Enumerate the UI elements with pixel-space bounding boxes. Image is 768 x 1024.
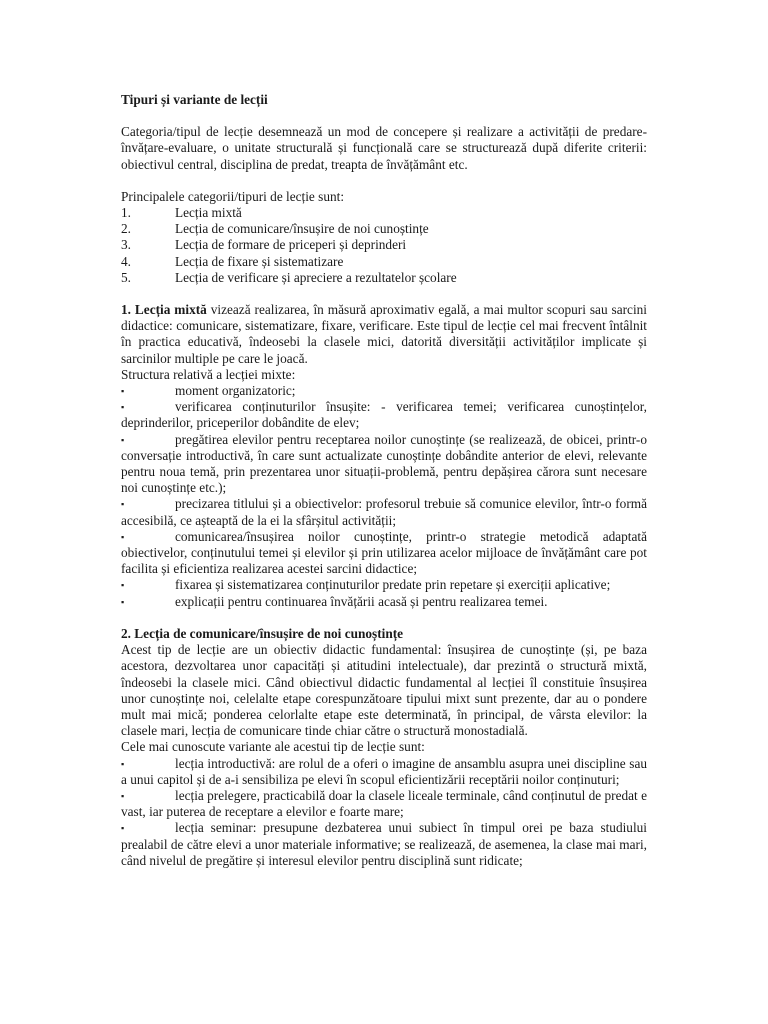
bullet-icon: ▪ (121, 823, 125, 834)
bullet-icon: ▪ (121, 790, 125, 801)
bullet-icon: ▪ (121, 499, 125, 510)
bullet-text: lecția introductivă: are rolul de a oferi o imagine de ansamblu asupra unei discipline sau a unui capitol și de a-i sensibiliza pe elevi în scopul eficientizării receptării noilor conținuturi; (121, 755, 647, 787)
list-number: 5. (121, 269, 131, 285)
list-item (121, 383, 647, 399)
section1-paragraph (121, 302, 647, 367)
lesson-types-list (121, 205, 647, 286)
document-title: Tipuri și variante de lecții (121, 92, 268, 107)
section2-heading: 2. Lecția de comunicare/însușire de noi cunoștințe (121, 625, 404, 641)
spacer (121, 610, 647, 626)
list-item (121, 577, 647, 593)
bullet-icon: ▪ (121, 402, 125, 413)
bullet-text: verificarea conținuturilor însușite: - verificarea temei; verificarea cunoștințelor, deprinderilor, priceperilor dobândite de elev; (121, 399, 647, 431)
bullet-icon: ▪ (121, 596, 125, 607)
bullet-icon: ▪ (121, 758, 125, 769)
list-item (121, 529, 647, 578)
intro-paragraph: Categoria/tipul de lecție desemnează un mod de concepere și realizare a activității de predare-învățare-evaluare, o unitate structurală și funcțională care se structurează după diferite criterii: obiectivul central, disciplina de predat, treapta de învățământ etc. (121, 124, 647, 172)
list-number: 2. (121, 221, 131, 237)
bullet-icon: ▪ (121, 386, 125, 397)
list-item (121, 237, 647, 253)
bullet-text: lecția seminar: presupune dezbaterea unui subiect în timpul orei pe baza studiului prealabil de către elevi a unor materiale informative; se realizează, de asemenea, la clase mai mari, când nivelul de pregătire și interesul elevilor pentru disciplină sunt ridicate; (121, 820, 647, 868)
list-number: 4. (121, 253, 131, 269)
section2-bullet-list (121, 756, 647, 869)
bullet-text: moment organizatoric; (175, 383, 296, 399)
list-text: Lecția de comunicare/însușire de noi cunoștințe (175, 221, 429, 237)
bullet-text: lecția prelegere, practicabilă doar la clasele liceale terminale, când conținutul de predat e vast, iar puterea de receptare a elevilor e foarte mare; (121, 787, 647, 820)
list-item (121, 756, 647, 788)
section2-variants-label: Cele mai cunoscute variante ale acestui tip de lecție sunt: (121, 739, 425, 755)
list-item (121, 399, 647, 431)
list-text: Lecția de fixare și sistematizare (175, 253, 344, 269)
list-number: 3. (121, 237, 131, 253)
spacer (121, 173, 647, 189)
section1-bullet-list (121, 383, 647, 610)
bullet-text: fixarea și sistematizarea conținuturilor predate prin repetare și exerciții aplicative; (175, 577, 611, 593)
list-item (121, 788, 647, 820)
section1-heading: 1. Lecția mixtă (121, 302, 207, 318)
list-number: 1. (121, 205, 131, 221)
bullet-text: pregătirea elevilor pentru receptarea noilor cunoștințe (se realizează, de obicei, printr-o conversație introductivă, în care sunt actualizate cunoștințe dobândite anterior de elevi, relevante pentru noua temă, prin prezentarea unor situații-problemă, pentru depășirea cărora sunt necesare noi cunoștințe etc.); (121, 431, 647, 496)
spacer (121, 286, 647, 302)
list-item (121, 820, 647, 869)
bullet-icon: ▪ (121, 580, 125, 591)
bullet-icon: ▪ (121, 434, 125, 445)
bullet-icon: ▪ (121, 531, 125, 542)
bullet-text: comunicarea/însușirea noilor cunoștințe, printr-o strategie metodică adaptată obiectivelor, conținutului temei și elevilor și prin utilizarea acelor mijloace de învățământ care pot facilita și eficientiza realizarea acestei sarcini didactice; (121, 528, 647, 577)
list-item (121, 594, 647, 610)
list-text: Lecția de formare de priceperi și deprinderi (175, 237, 407, 253)
list-item (121, 254, 647, 270)
list-intro: Principalele categorii/tipuri de lecție sunt: (121, 188, 345, 204)
list-item (121, 432, 647, 497)
list-item (121, 205, 647, 221)
list-item (121, 270, 647, 286)
section2-paragraph: Acest tip de lecție are un obiectiv didactic fundamental: însușirea de cunoștințe (și, pe baza acestora, dezvoltarea unor capacități și atitudini intelectuale), dar prezintă o structură mixtă, îndeosebi la clasele mici. Când obiectivul didactic fundamental al lecției îl constituie însușirea unor cunoștințe noi, celelalte etape corespunzătoare tipului mixt sunt prezente, dar au o pondere mult mai mică; ponderea celorlalte etape este determinată, în principal, de vârsta elevilor: la clasele mari, lecția de comunicare tinde chiar către o structură monostadială. (121, 642, 647, 739)
list-item (121, 496, 647, 528)
bullet-text: explicații pentru continuarea învățării acasă și pentru realizarea temei. (175, 593, 548, 609)
list-item (121, 221, 647, 237)
bullet-text: precizarea titlului și a obiectivelor: profesorul trebuie să comunice elevilor, într-o formă accesibilă, ce așteaptă de la ei la sfârșitul activității; (121, 496, 647, 528)
list-text: Lecția mixtă (175, 205, 242, 221)
list-text: Lecția de verificare și apreciere a rezultatelor școlare (175, 269, 457, 285)
section1-body: vizează realizarea, în măsură aproximativ egală, a mai multor scopuri sau sarcini didactice: comunicare, sistematizare, fixare, verificare. Este tipul de lecție cel mai frecvent întâlnit în practica educativă, îndeosebi la clasele mici, datorită diversității activităților implicate și sarcinilor multiple pe care le joacă. (121, 302, 647, 366)
section1-structure-label: Structura relativă a lecției mixte: (121, 366, 296, 382)
document-page (121, 92, 647, 869)
